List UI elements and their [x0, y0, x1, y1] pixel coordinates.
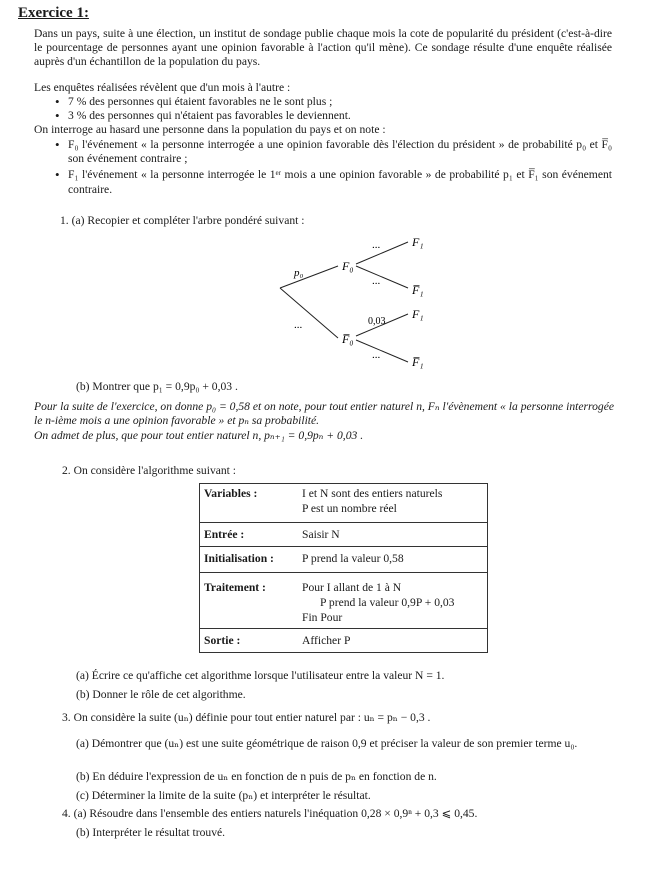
question-1a: 1. (a) Recopier et compléter l'arbre pondéré suivant : [60, 214, 305, 227]
question-4b: (b) Interpréter le résultat trouvé. [76, 826, 226, 839]
weight-p0: p₀ [294, 267, 304, 279]
algo-trait-1: Pour I allant de 1 à N [302, 581, 402, 594]
branch-root-f0 [280, 266, 338, 288]
node-f1-top: F₁ [412, 235, 424, 249]
algo-init-label: Initialisation : [204, 552, 274, 565]
intro-paragraph: Dans un pays, suite à une élection, un institut de sondage publie chaque mois la cote de popularité du président (c'est-à-dire le pourcentage de personnes ayant une opinion favorable à l'action qu'il mène). Ce sondage résulte d'une enquête réalisée auprès d'un échantillon de la population du pays. [34, 27, 612, 69]
node-f1bar-top: F̅₁ [412, 283, 424, 297]
node-f1-bottom: F₁ [412, 307, 424, 321]
weight-f0-f1: ... [372, 239, 381, 251]
algo-trait-label: Traitement : [204, 581, 266, 594]
branch-f0-f1 [356, 242, 408, 264]
branch-f0-f1bar [356, 266, 408, 288]
probability-tree [270, 228, 450, 378]
node-f1bar-bottom: F̅₁ [412, 355, 424, 369]
algo-trait-2: P prend la valeur 0,9P + 0,03 [320, 596, 455, 609]
question-3b: (b) En déduire l'expression de uₙ en fonction de n puis de pₙ en fonction de n. [76, 770, 437, 783]
list-item: • 7 % des personnes qui étaient favorables ne le sont plus ; [50, 95, 610, 109]
algo-variables-1: I et N sont des entiers naturels [302, 487, 443, 500]
list-item: • F₀ l'événement « la personne interrogée a une opinion favorable dès l'élection du président » de probabilité p₀ et F̅₀ son événement contraire ; [50, 138, 612, 166]
algo-entree-label: Entrée : [204, 528, 245, 541]
italic-note-2: On admet de plus, que pour tout entier naturel n, pₙ₊₁ = 0,9pₙ + 0,03 . [34, 429, 364, 442]
algo-divider [200, 628, 487, 629]
algo-variables-2: P est un nombre réel [302, 502, 397, 515]
algo-sortie-label: Sortie : [204, 634, 241, 647]
findings-intro: Les enquêtes réalisées révèlent que d'un mois à l'autre : [34, 81, 291, 94]
weight-root-f0bar: ... [294, 319, 303, 331]
list-item: • 3 % des personnes qui n'étaient pas favorables le deviennent. [50, 109, 610, 123]
algo-divider [200, 572, 487, 573]
algo-init-value: P prend la valeur 0,58 [302, 552, 404, 565]
question-2b: (b) Donner le rôle de cet algorithme. [76, 688, 246, 701]
italic-note-1: Pour la suite de l'exercice, on donne p₀ = 0,58 et on note, pour tout entier naturel n, Fₙ l'évènement « la personne interrogée le n-ième mois a une opinion favorable » et pₙ sa probabilité. [34, 400, 614, 428]
question-2a: (a) Écrire ce qu'affiche cet algorithme lorsque l'utilisateur entre la valeur N = 1. [76, 669, 445, 682]
algo-sortie-value: Afficher P [302, 634, 351, 647]
weight-f0bar-f1: 0,03 [368, 316, 386, 327]
algo-divider [200, 522, 487, 523]
weight-f0bar-f1bar: ... [372, 349, 381, 361]
list-item: • F₁ l'événement « la personne interrogée le 1ᵉʳ mois a une opinion favorable » de probabilité p₁ et F̅₁ son événement contraire. [50, 168, 612, 196]
weight-f0-f1bar: ... [372, 275, 381, 287]
question-3: 3. On considère la suite (uₙ) définie pour tout entier naturel par : uₙ = pₙ − 0,3 . [62, 711, 431, 724]
question-4a: 4. (a) Résoudre dans l'ensemble des entiers naturels l'inéquation 0,28 × 0,9ⁿ + 0,3 ⩽ 0,45. [62, 807, 478, 820]
question-3a: (a) Démontrer que (uₙ) est une suite géométrique de raison 0,9 et préciser la valeur de son premier terme u₀. [76, 737, 578, 750]
draw-intro: On interroge au hasard une personne dans la population du pays et on note : [34, 123, 386, 136]
algo-trait-3: Fin Pour [302, 611, 343, 624]
events-list [50, 138, 612, 197]
branch-root-f0bar [280, 288, 338, 338]
question-2: 2. On considère l'algorithme suivant : [62, 464, 237, 477]
findings-list [50, 95, 610, 123]
branch-f0bar-f1bar [356, 340, 408, 362]
exercise-title: Exercice 1: [18, 5, 89, 21]
node-f0bar: F̅₀ [342, 332, 354, 346]
question-3c: (c) Déterminer la limite de la suite (pₙ) et interpréter le résultat. [76, 789, 371, 802]
algorithm-box [199, 483, 488, 653]
algo-variables-label: Variables : [204, 487, 258, 500]
node-f0: F₀ [342, 259, 354, 273]
algo-divider [200, 546, 487, 547]
question-1b: (b) Montrer que p₁ = 0,9p₀ + 0,03 . [76, 380, 238, 393]
algo-entree-value: Saisir N [302, 528, 340, 541]
